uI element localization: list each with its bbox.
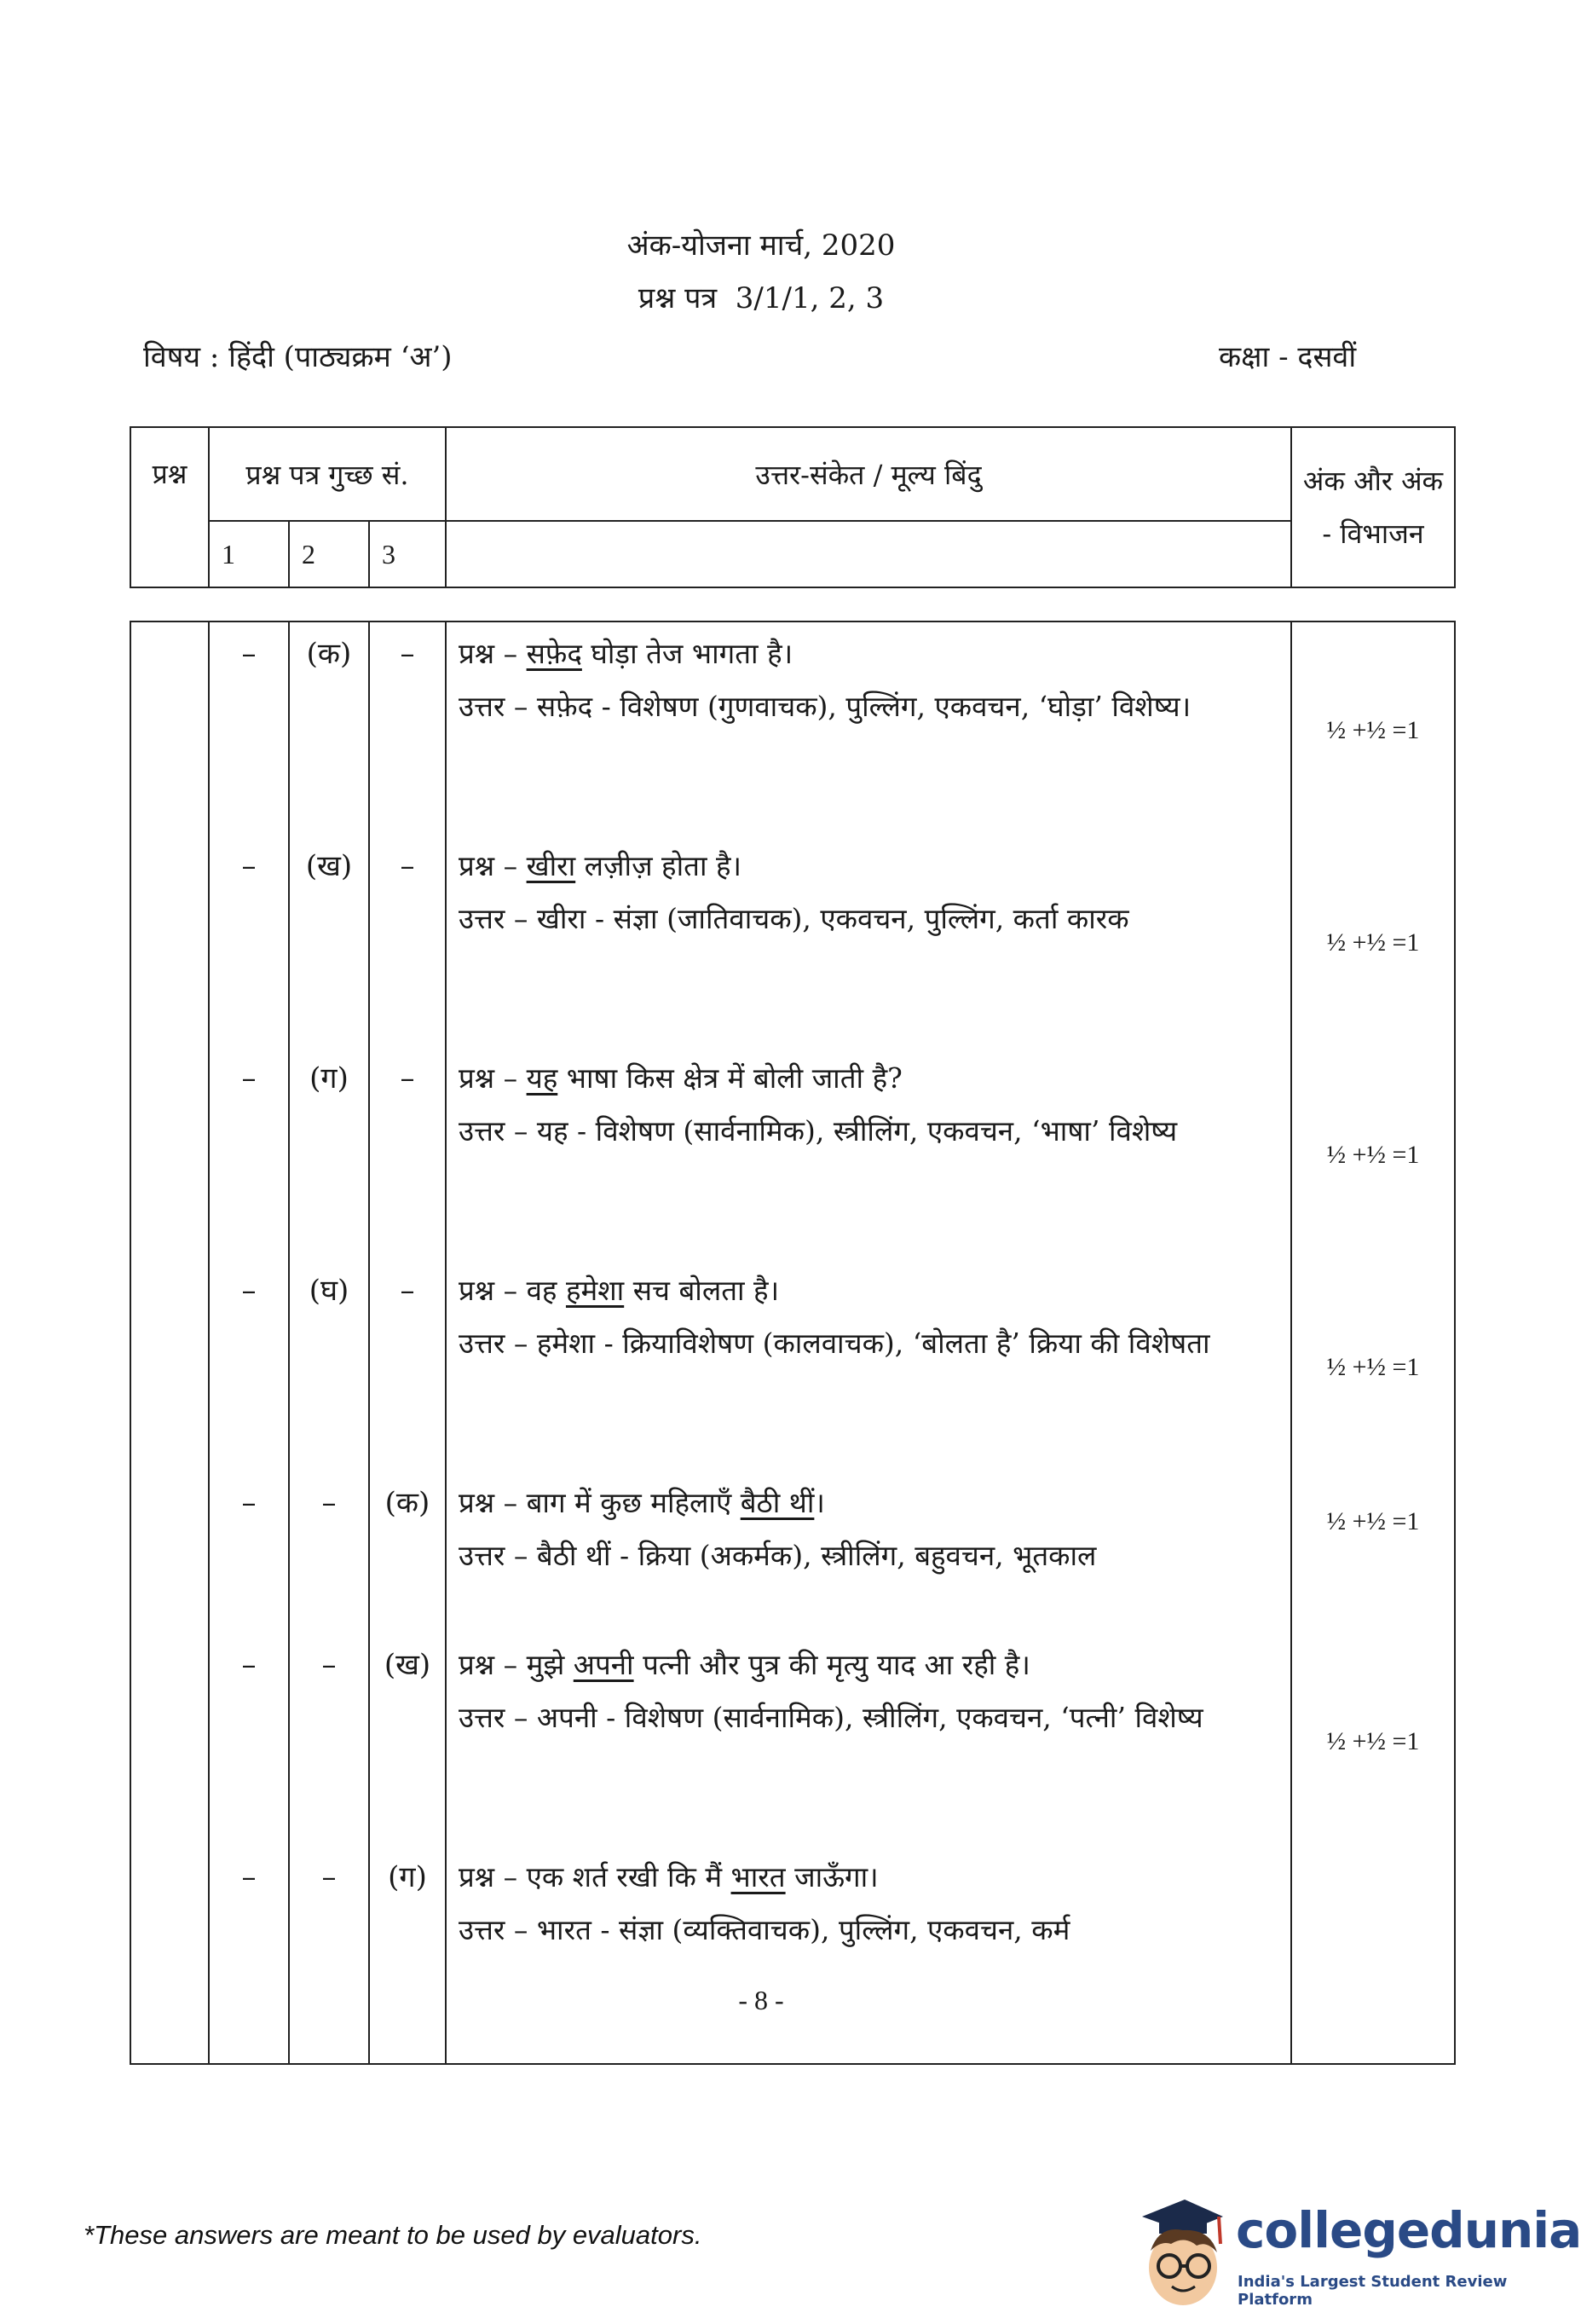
answer-text: उत्तर – सफ़ेद - विशेषण (गुणवाचक), पुल्लिंग, एकवचन, ‘घोड़ा’ विशेष्य। bbox=[459, 690, 1192, 723]
set3-column bbox=[369, 621, 446, 2064]
marks-slot bbox=[1292, 1477, 1454, 1639]
marks-slot bbox=[1292, 1639, 1454, 1851]
header-marks: अंक और अंक - विभाजन bbox=[1291, 427, 1455, 587]
answer-table bbox=[130, 621, 1456, 2065]
underlined-word: बैठी थीं bbox=[740, 1486, 815, 1519]
marks-value: ½ +½ =1 bbox=[1326, 1141, 1420, 1169]
question-suffix: । bbox=[814, 1486, 825, 1519]
set-mark: (ख) bbox=[305, 849, 353, 883]
underlined-word: अपनी bbox=[573, 1648, 634, 1681]
answer-entry bbox=[447, 1047, 1290, 1259]
marks-value: ½ +½ =1 bbox=[1326, 1353, 1420, 1381]
marks-slot bbox=[1292, 627, 1454, 840]
question-text bbox=[459, 627, 1280, 680]
set-mark: – bbox=[241, 1860, 257, 1894]
set-mark: (क) bbox=[306, 637, 352, 671]
set-mark: – bbox=[241, 1486, 257, 1520]
set-mark: – bbox=[321, 1486, 337, 1520]
question-suffix: जाऊँगा। bbox=[785, 1860, 879, 1893]
footer-note: *These answers are meant to be used by evaluators. bbox=[84, 2220, 702, 2250]
answer-text: उत्तर – यह - विशेषण (सार्वनामिक), स्त्रीलिंग, एकवचन, ‘भाषा’ विशेष्य bbox=[459, 1114, 1178, 1148]
answer-text: उत्तर – हमेशा - क्रियाविशेषण (कालवाचक), ‘बोलता है’ क्रिया की विशेषता bbox=[459, 1327, 1210, 1360]
question-prefix: प्रश्न – वह bbox=[459, 1274, 566, 1307]
question-suffix: भाषा किस क्षेत्र में बोली जाती है? bbox=[557, 1061, 903, 1095]
subject-label: विषय : हिंदी (पाठ्यक्रम ‘अ’) bbox=[143, 340, 453, 374]
empty-cell bbox=[446, 521, 1291, 587]
set-mark: – bbox=[400, 637, 415, 671]
set-mark: – bbox=[400, 1061, 415, 1096]
answer-entry bbox=[447, 1259, 1290, 1471]
page-number: - 8 - bbox=[738, 1985, 784, 2015]
question-prefix: प्रश्न – मुझे bbox=[459, 1648, 574, 1681]
question-prefix: प्रश्न – bbox=[459, 637, 527, 670]
set-mark: – bbox=[241, 1061, 257, 1096]
set1-column bbox=[209, 621, 289, 2064]
answer-column bbox=[446, 621, 1291, 2064]
marks-value: ½ +½ =1 bbox=[1326, 1727, 1420, 1755]
doc-title: अंक-योजना मार्च, 2020 bbox=[626, 228, 896, 263]
question-prefix: प्रश्न – bbox=[459, 849, 527, 882]
underlined-word: हमेशा bbox=[565, 1274, 625, 1307]
header-question: प्रश्न bbox=[130, 427, 209, 587]
set-mark: – bbox=[321, 1648, 337, 1682]
question-prefix: प्रश्न – bbox=[459, 1061, 527, 1095]
question-text bbox=[459, 1264, 1280, 1317]
set-mark: (घ) bbox=[309, 1274, 349, 1308]
question-text bbox=[459, 840, 1280, 893]
underlined-word: सफ़ेद bbox=[526, 637, 582, 670]
set-mark: – bbox=[241, 1648, 257, 1682]
underlined-word: खीरा bbox=[526, 849, 576, 882]
set-mark: (ग) bbox=[388, 1860, 427, 1894]
underlined-word: भारत bbox=[730, 1860, 786, 1893]
question-suffix: घोड़ा तेज भागता है। bbox=[581, 637, 793, 670]
answer-text: उत्तर – खीरा - संज्ञा (जातिवाचक), एकवचन, पुल्लिंग, कर्ता कारक bbox=[459, 902, 1129, 935]
question-column bbox=[130, 621, 209, 2064]
header-set: प्रश्न पत्र गुच्छ सं. bbox=[209, 427, 446, 521]
set-number: 1 bbox=[209, 521, 289, 587]
question-prefix: प्रश्न – बाग में कुछ महिलाएँ bbox=[459, 1486, 741, 1519]
header-answer: उत्तर-संकेत / मूल्य बिंदु bbox=[446, 427, 1291, 521]
brand-logo[interactable] bbox=[1125, 2191, 1581, 2319]
set-mark: – bbox=[400, 1274, 415, 1308]
marks-slot bbox=[1292, 840, 1454, 1052]
marks-value: ½ +½ =1 bbox=[1326, 928, 1420, 957]
class-label: कक्षा - दसवीं bbox=[1219, 340, 1357, 374]
brand-name: collegedunia bbox=[1236, 2201, 1581, 2259]
answer-entry bbox=[447, 1846, 1290, 2058]
answer-text: उत्तर – अपनी - विशेषण (सार्वनामिक), स्त्रीलिंग, एकवचन, ‘पत्नी’ विशेष्य bbox=[459, 1701, 1203, 1734]
question-suffix: सच बोलता है। bbox=[624, 1274, 780, 1307]
brand-tagline: India's Largest Student Review Platform bbox=[1238, 2273, 1508, 2309]
paper-code: प्रश्न पत्र 3/1/1, 2, 3 bbox=[638, 281, 885, 315]
marks-slot bbox=[1292, 1264, 1454, 1477]
set-mark: – bbox=[241, 849, 257, 883]
set-mark: – bbox=[241, 637, 257, 671]
answer-text: उत्तर – बैठी थीं - क्रिया (अकर्मक), स्त्रीलिंग, बहुवचन, भूतकाल bbox=[459, 1539, 1097, 1572]
question-suffix: पत्नी और पुत्र की मृत्यु याद आ रही है। bbox=[633, 1648, 1030, 1681]
answer-entry bbox=[447, 835, 1290, 1047]
set-mark: (क) bbox=[384, 1486, 430, 1520]
answer-entry bbox=[447, 622, 1290, 835]
set2-column bbox=[289, 621, 369, 2064]
set-mark: (ख) bbox=[384, 1648, 431, 1682]
answer-entry bbox=[447, 1471, 1290, 1633]
set-mark: (ग) bbox=[309, 1061, 349, 1096]
question-text bbox=[459, 1052, 1280, 1105]
student-mascot-icon bbox=[1125, 2191, 1227, 2319]
question-suffix: लज़ीज़ होता है। bbox=[575, 849, 742, 882]
marks-column bbox=[1291, 621, 1455, 2064]
marks-slot bbox=[1292, 1052, 1454, 1264]
marks-value: ½ +½ =1 bbox=[1326, 716, 1420, 744]
set-number: 2 bbox=[289, 521, 369, 587]
marks-slot bbox=[1292, 1851, 1454, 2063]
answer-text: उत्तर – भारत - संज्ञा (व्यक्तिवाचक), पुल्लिंग, एकवचन, कर्म bbox=[459, 1913, 1070, 1946]
answer-entry bbox=[447, 1633, 1290, 1846]
set-number: 3 bbox=[369, 521, 446, 587]
set-mark: – bbox=[400, 849, 415, 883]
underlined-word: यह bbox=[526, 1061, 558, 1095]
question-text bbox=[459, 1477, 1280, 1529]
set-mark: – bbox=[321, 1860, 337, 1894]
question-prefix: प्रश्न – एक शर्त रखी कि मैं bbox=[459, 1860, 731, 1893]
set-mark: – bbox=[241, 1274, 257, 1308]
marks-value: ½ +½ =1 bbox=[1326, 1507, 1420, 1535]
question-text bbox=[459, 1851, 1280, 1904]
header-table bbox=[130, 426, 1456, 588]
question-text bbox=[459, 1639, 1280, 1691]
